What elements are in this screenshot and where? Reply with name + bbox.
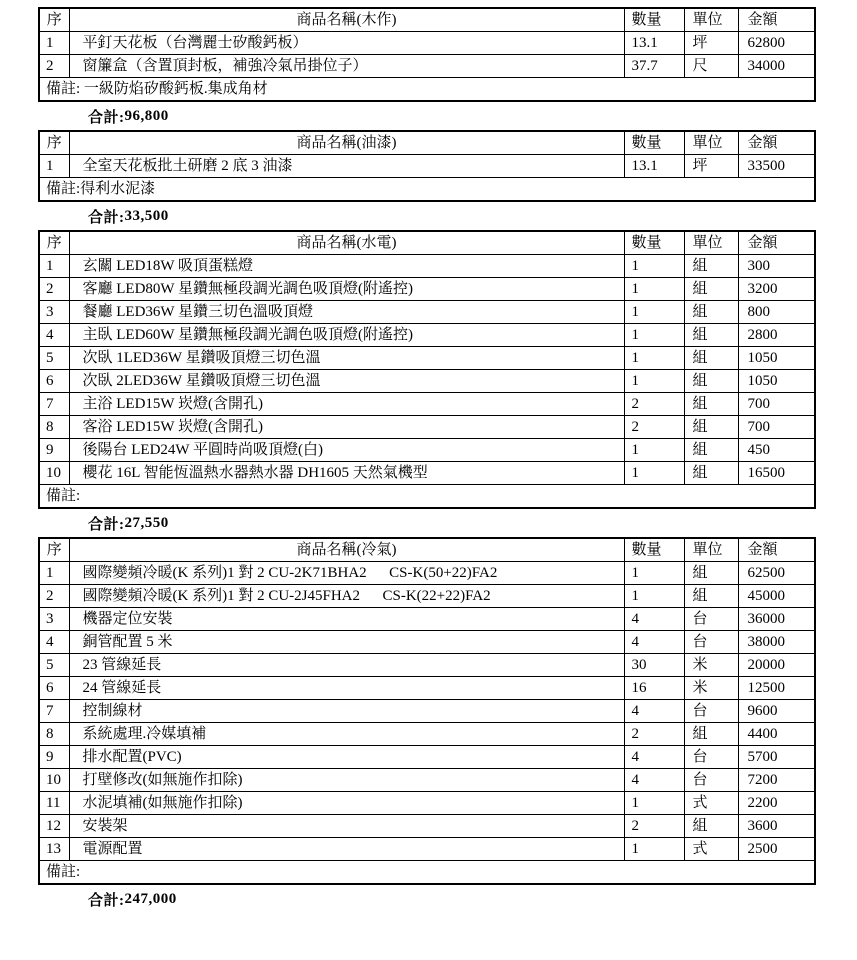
item-seq: 6 [39, 370, 69, 393]
item-unit: 組 [684, 416, 738, 439]
item-row [39, 324, 815, 347]
item-name: 國際變頻冷暖(K 系列)1 對 2 CU-2K71BHA2 CS-K(50+22)FA2 [69, 562, 624, 585]
item-seq: 6 [39, 677, 69, 700]
item-amount: 62800 [738, 32, 815, 55]
item-row [39, 700, 815, 723]
quote-table [38, 130, 816, 202]
item-qty: 4 [624, 700, 684, 723]
item-qty: 13.1 [624, 155, 684, 178]
column-header-seq: 序 [39, 8, 69, 32]
item-qty: 1 [624, 324, 684, 347]
column-header-seq: 序 [39, 131, 69, 155]
table-header-row [39, 538, 815, 562]
item-qty: 2 [624, 393, 684, 416]
item-qty: 4 [624, 769, 684, 792]
total-label: 合計: [88, 516, 125, 533]
item-name: 櫻花 16L 智能恆溫熱水器熱水器 DH1605 天然氣機型 [69, 462, 624, 485]
item-qty: 2 [624, 723, 684, 746]
item-seq: 1 [39, 255, 69, 278]
column-header-amount: 金額 [738, 8, 815, 32]
item-seq: 12 [39, 815, 69, 838]
item-unit: 組 [684, 815, 738, 838]
total-label: 合計: [88, 109, 125, 126]
section-total [38, 885, 816, 913]
item-amount: 4400 [738, 723, 815, 746]
item-seq: 8 [39, 416, 69, 439]
note-text: 備註: [39, 861, 815, 885]
item-unit: 組 [684, 347, 738, 370]
column-header-name: 商品名稱(水電) [69, 231, 624, 255]
item-rows [39, 255, 815, 485]
item-seq: 5 [39, 347, 69, 370]
item-name: 銅管配置 5 米 [69, 631, 624, 654]
item-seq: 2 [39, 585, 69, 608]
item-seq: 4 [39, 631, 69, 654]
item-row [39, 746, 815, 769]
note-row [39, 178, 815, 202]
item-qty: 1 [624, 439, 684, 462]
item-amount: 700 [738, 393, 815, 416]
item-qty: 4 [624, 608, 684, 631]
item-qty: 16 [624, 677, 684, 700]
item-row [39, 393, 815, 416]
item-row [39, 301, 815, 324]
quote-section [38, 7, 816, 130]
item-row [39, 370, 815, 393]
item-row [39, 769, 815, 792]
item-seq: 1 [39, 562, 69, 585]
column-header-name: 商品名稱(油漆) [69, 131, 624, 155]
item-amount: 3200 [738, 278, 815, 301]
item-qty: 2 [624, 815, 684, 838]
item-row [39, 562, 815, 585]
item-amount: 20000 [738, 654, 815, 677]
item-qty: 1 [624, 301, 684, 324]
quote-section [38, 537, 816, 913]
note-section [39, 78, 815, 102]
item-unit: 台 [684, 608, 738, 631]
item-unit: 台 [684, 700, 738, 723]
item-qty: 1 [624, 370, 684, 393]
item-amount: 5700 [738, 746, 815, 769]
item-unit: 台 [684, 746, 738, 769]
item-name: 主浴 LED15W 崁燈(含開孔) [69, 393, 624, 416]
item-name: 客浴 LED15W 崁燈(含開孔) [69, 416, 624, 439]
item-seq: 5 [39, 654, 69, 677]
note-text: 備註: 一級防焰矽酸鈣板.集成角材 [39, 78, 815, 102]
item-amount: 45000 [738, 585, 815, 608]
section-total [38, 509, 816, 537]
item-row [39, 462, 815, 485]
item-rows [39, 32, 815, 78]
item-name: 全室天花板批土研磨 2 底 3 油漆 [69, 155, 624, 178]
item-unit: 組 [684, 301, 738, 324]
total-label: 合計: [88, 892, 125, 909]
item-name: 控制線材 [69, 700, 624, 723]
column-header-amount: 金額 [738, 131, 815, 155]
item-seq: 1 [39, 155, 69, 178]
item-qty: 1 [624, 792, 684, 815]
item-row [39, 347, 815, 370]
item-name: 平釘天花板（台灣麗士矽酸鈣板） [69, 32, 624, 55]
item-amount: 1050 [738, 370, 815, 393]
item-amount: 1050 [738, 347, 815, 370]
item-qty: 37.7 [624, 55, 684, 78]
item-unit: 組 [684, 585, 738, 608]
item-qty: 1 [624, 585, 684, 608]
item-amount: 2800 [738, 324, 815, 347]
column-header-name: 商品名稱(冷氣) [69, 538, 624, 562]
item-row [39, 631, 815, 654]
item-amount: 2200 [738, 792, 815, 815]
quote-table [38, 7, 816, 102]
column-header-name: 商品名稱(木作) [69, 8, 624, 32]
item-qty: 4 [624, 746, 684, 769]
item-unit: 組 [684, 255, 738, 278]
item-amount: 38000 [738, 631, 815, 654]
item-unit: 組 [684, 393, 738, 416]
item-row [39, 654, 815, 677]
item-seq: 7 [39, 393, 69, 416]
item-unit: 組 [684, 723, 738, 746]
item-seq: 1 [39, 32, 69, 55]
item-unit: 組 [684, 370, 738, 393]
item-unit: 台 [684, 769, 738, 792]
item-qty: 2 [624, 416, 684, 439]
total-value: 96,800 [124, 107, 169, 124]
item-unit: 組 [684, 439, 738, 462]
item-row [39, 815, 815, 838]
column-header-seq: 序 [39, 231, 69, 255]
quote-table [38, 230, 816, 509]
item-row [39, 838, 815, 861]
table-header-row [39, 231, 815, 255]
item-name: 系統處理.冷媒填補 [69, 723, 624, 746]
item-row [39, 792, 815, 815]
item-row [39, 723, 815, 746]
note-text: 備註:得利水泥漆 [39, 178, 815, 202]
item-unit: 坪 [684, 155, 738, 178]
item-seq: 9 [39, 746, 69, 769]
item-seq: 13 [39, 838, 69, 861]
quote-table [38, 537, 816, 885]
item-unit: 台 [684, 631, 738, 654]
item-seq: 2 [39, 55, 69, 78]
item-seq: 3 [39, 301, 69, 324]
item-rows [39, 562, 815, 861]
item-name: 主臥 LED60W 星鑽無極段調光調色吸頂燈(附遙控) [69, 324, 624, 347]
column-header-unit: 單位 [684, 8, 738, 32]
item-unit: 米 [684, 654, 738, 677]
note-section [39, 485, 815, 509]
item-amount: 7200 [738, 769, 815, 792]
column-header-unit: 單位 [684, 131, 738, 155]
item-amount: 34000 [738, 55, 815, 78]
item-name: 國際變頻冷暖(K 系列)1 對 2 CU-2J45FHA2 CS-K(22+22)FA2 [69, 585, 624, 608]
item-row [39, 55, 815, 78]
item-row [39, 416, 815, 439]
item-name: 客廳 LED80W 星鑽無極段調光調色吸頂燈(附遙控) [69, 278, 624, 301]
quote-section [38, 130, 816, 230]
item-unit: 組 [684, 324, 738, 347]
item-qty: 1 [624, 255, 684, 278]
item-amount: 300 [738, 255, 815, 278]
item-unit: 組 [684, 562, 738, 585]
column-header-qty: 數量 [624, 538, 684, 562]
item-name: 次臥 2LED36W 星鑽吸頂燈三切色溫 [69, 370, 624, 393]
column-header-amount: 金額 [738, 538, 815, 562]
item-amount: 36000 [738, 608, 815, 631]
item-amount: 700 [738, 416, 815, 439]
item-row [39, 439, 815, 462]
item-amount: 33500 [738, 155, 815, 178]
item-seq: 10 [39, 462, 69, 485]
item-qty: 13.1 [624, 32, 684, 55]
column-header-amount: 金額 [738, 231, 815, 255]
item-unit: 式 [684, 792, 738, 815]
section-total [38, 202, 816, 230]
item-seq: 8 [39, 723, 69, 746]
item-name: 24 管線延長 [69, 677, 624, 700]
item-name: 安裝架 [69, 815, 624, 838]
item-seq: 3 [39, 608, 69, 631]
item-name: 水泥填補(如無施作扣除) [69, 792, 624, 815]
item-seq: 9 [39, 439, 69, 462]
item-unit: 組 [684, 462, 738, 485]
item-unit: 米 [684, 677, 738, 700]
item-amount: 12500 [738, 677, 815, 700]
item-amount: 9600 [738, 700, 815, 723]
item-amount: 62500 [738, 562, 815, 585]
total-value: 33,500 [124, 207, 169, 224]
item-amount: 800 [738, 301, 815, 324]
item-unit: 坪 [684, 32, 738, 55]
note-section [39, 178, 815, 202]
item-unit: 尺 [684, 55, 738, 78]
item-amount: 2500 [738, 838, 815, 861]
quotation-document [38, 7, 816, 913]
total-label: 合計: [88, 209, 125, 226]
item-row [39, 255, 815, 278]
column-header-qty: 數量 [624, 8, 684, 32]
item-row [39, 155, 815, 178]
item-row [39, 278, 815, 301]
item-name: 打壁修改(如無施作扣除) [69, 769, 624, 792]
item-qty: 1 [624, 278, 684, 301]
total-value: 247,000 [124, 890, 177, 907]
note-section [39, 861, 815, 885]
note-row [39, 861, 815, 885]
item-qty: 30 [624, 654, 684, 677]
item-seq: 4 [39, 324, 69, 347]
column-header-qty: 數量 [624, 131, 684, 155]
item-row [39, 608, 815, 631]
item-name: 次臥 1LED36W 星鑽吸頂燈三切色溫 [69, 347, 624, 370]
item-qty: 1 [624, 347, 684, 370]
item-name: 排水配置(PVC) [69, 746, 624, 769]
note-text: 備註: [39, 485, 815, 509]
item-unit: 式 [684, 838, 738, 861]
column-header-unit: 單位 [684, 231, 738, 255]
note-row [39, 485, 815, 509]
column-header-seq: 序 [39, 538, 69, 562]
item-name: 23 管線延長 [69, 654, 624, 677]
item-row [39, 32, 815, 55]
item-name: 電源配置 [69, 838, 624, 861]
item-rows [39, 155, 815, 178]
table-header-row [39, 8, 815, 32]
table-header-row [39, 131, 815, 155]
item-name: 餐廳 LED36W 星鑽三切色溫吸頂燈 [69, 301, 624, 324]
column-header-unit: 單位 [684, 538, 738, 562]
item-name: 機器定位安裝 [69, 608, 624, 631]
item-unit: 組 [684, 278, 738, 301]
item-amount: 16500 [738, 462, 815, 485]
section-total [38, 102, 816, 130]
item-seq: 11 [39, 792, 69, 815]
column-header-qty: 數量 [624, 231, 684, 255]
item-row [39, 585, 815, 608]
item-qty: 1 [624, 462, 684, 485]
item-name: 後陽台 LED24W 平圓時尚吸頂燈(白) [69, 439, 624, 462]
item-name: 玄關 LED18W 吸頂蛋糕燈 [69, 255, 624, 278]
item-amount: 3600 [738, 815, 815, 838]
item-qty: 1 [624, 562, 684, 585]
item-qty: 1 [624, 838, 684, 861]
item-row [39, 677, 815, 700]
item-seq: 2 [39, 278, 69, 301]
quote-section [38, 230, 816, 537]
item-seq: 7 [39, 700, 69, 723]
item-amount: 450 [738, 439, 815, 462]
item-qty: 4 [624, 631, 684, 654]
item-name: 窗簾盒（含置頂封板，補強冷氣吊掛位子） [69, 55, 624, 78]
total-value: 27,550 [124, 514, 169, 531]
note-row [39, 78, 815, 102]
item-seq: 10 [39, 769, 69, 792]
